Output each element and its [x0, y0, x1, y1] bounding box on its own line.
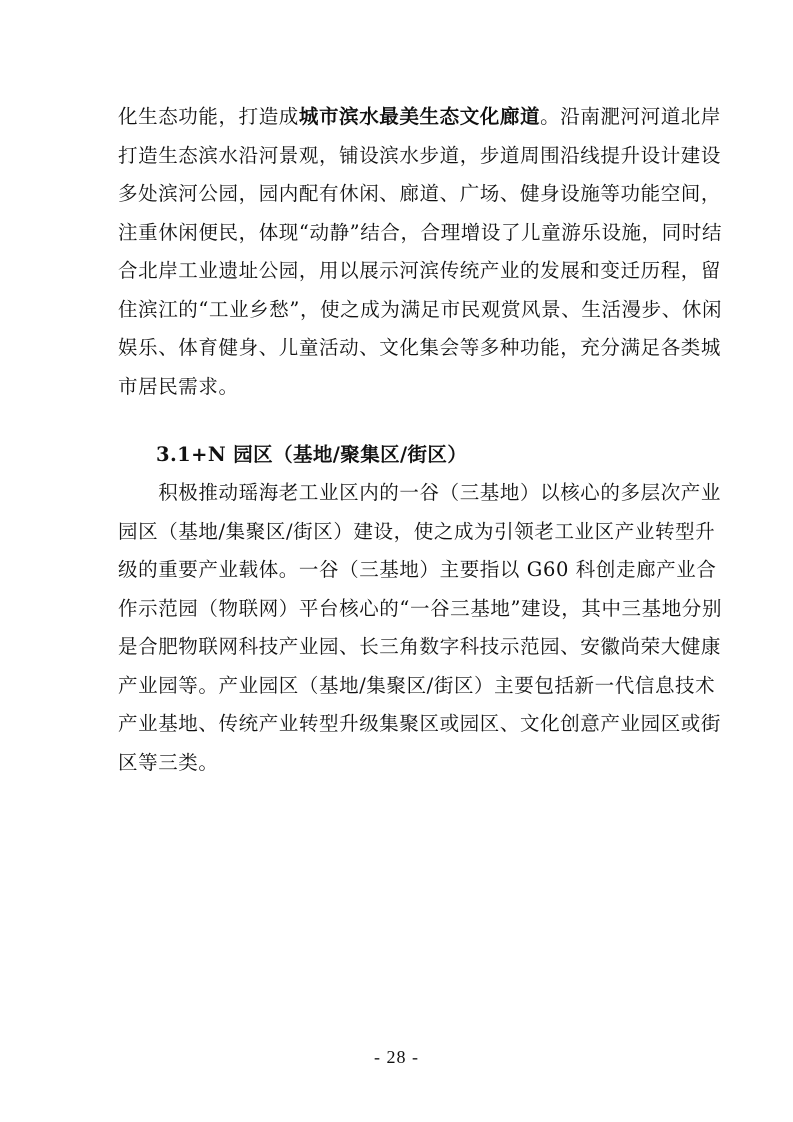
- paragraph-2-line-4: 作示范园（物联网）平台核心的“一谷三基地”建设，其中三基地分别: [118, 596, 723, 620]
- paragraph-1-line-4: 注重休闲便民，体现“动静”结合，合理增设了儿童游乐设施，同时结: [118, 220, 723, 244]
- page-number: - 28 -: [374, 1047, 419, 1067]
- paragraph-2-line-1: 积极推动瑶海老工业区内的一谷（三基地）以核心的多层次产业: [118, 481, 722, 504]
- paragraph-1-line-2: 打造生态滨水沿河景观，铺设滨水步道，步道周围沿线提升设计建设: [118, 143, 722, 167]
- paragraph-1-line-7: 娱乐、体育健身、儿童活动、文化集会等多种功能，充分满足各类城: [118, 336, 722, 359]
- paragraph-1-line-6: 住滨江的“工业乡愁”，使之成为满足市民观赏风景、生活漫步、休闲: [118, 297, 723, 321]
- paragraph-2-line-5: 是合肥物联网科技产业园、长三角数字科技示范园、安徽尚荣大健康: [118, 635, 722, 658]
- paragraph-2-line-8: 区等三类。: [118, 750, 219, 774]
- paragraph-2-line-3: 级的重要产业载体。一谷（三基地）主要指以 G60 科创走廊产业合: [118, 558, 717, 581]
- paragraph-1-line-3: 多处滨河公园，园内配有休闲、廊道、广场、健身设施等功能空间，: [118, 182, 722, 205]
- paragraph-1: [118, 98, 723, 406]
- paragraph-1-line-8: 市居民需求。: [118, 374, 239, 398]
- paragraph-2-line-2: 园区（基地/集聚区/街区）建设，使之成为引领老工业区产业转型升: [118, 519, 716, 543]
- paragraph-1-line-1: 化生态功能，打造成城市滨水最美生态文化廊道。沿南淝河河道北岸: [118, 105, 722, 128]
- paragraph-1-line-5: 合北岸工业遗址公园，用以展示河滨传统产业的发展和变迁历程，留: [118, 259, 722, 282]
- paragraph-2: [118, 474, 723, 782]
- paragraph-2-line-7: 产业基地、传统产业转型升级集聚区或园区、文化创意产业园区或街: [118, 712, 722, 735]
- section-heading: 3.1+N 园区（基地/聚集区/街区）: [156, 443, 468, 466]
- bold-phrase: 城市滨水最美生态文化廊道: [298, 105, 541, 128]
- paragraph-2-line-6: 产业园等。产业园区（基地/集聚区/街区）主要包括新一代信息技术: [118, 673, 716, 697]
